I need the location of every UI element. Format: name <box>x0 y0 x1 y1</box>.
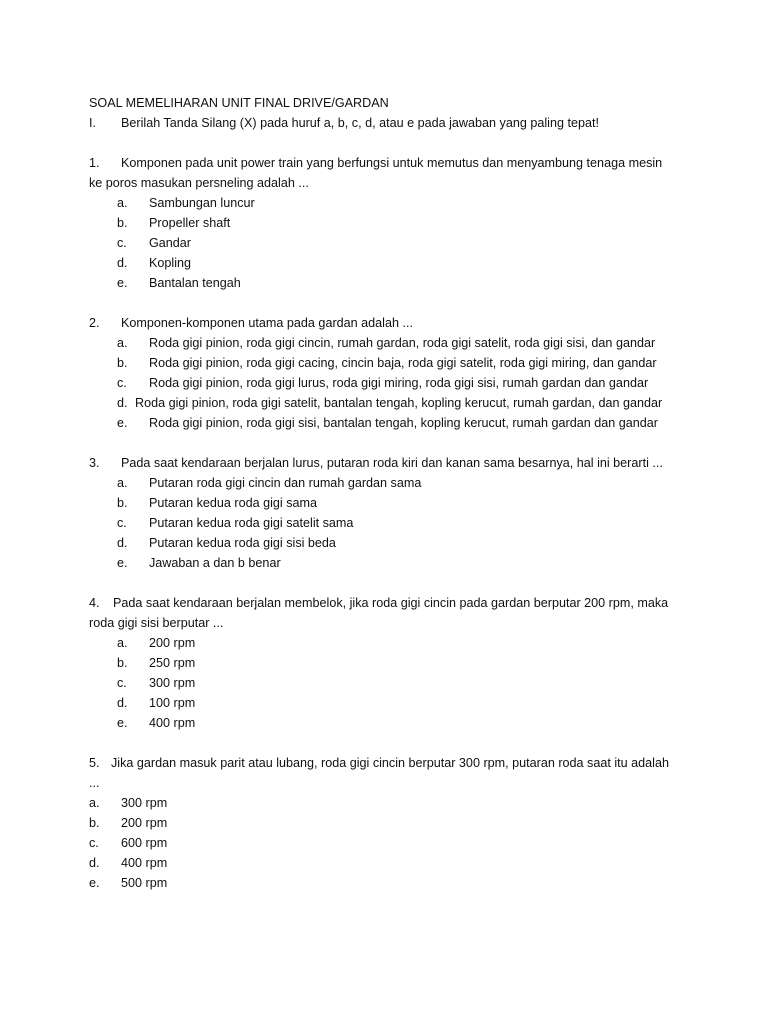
option-text: Putaran kedua roda gigi sisi beda <box>149 536 336 550</box>
option-text: 400 rpm <box>121 856 168 870</box>
option-letter: c. <box>117 376 127 390</box>
question-text: Komponen-komponen utama pada gardan adalah ... <box>121 316 413 330</box>
question-number: 5. <box>89 756 100 770</box>
question-number: 4. <box>89 596 100 610</box>
option-letter: a. <box>117 336 128 350</box>
option-text: Jawaban a dan b benar <box>149 556 281 570</box>
option-b[interactable] <box>89 213 689 233</box>
option-text: 250 rpm <box>149 656 196 670</box>
option-text: Roda gigi pinion, roda gigi cacing, cincin baja, roda gigi satelit, roda gigi miring, dan gandar <box>149 356 657 370</box>
option-letter: e. <box>117 276 128 290</box>
option-text: Roda gigi pinion, roda gigi lurus, roda gigi miring, roda gigi sisi, rumah gardan dan gandar <box>149 376 649 390</box>
option-text: Putaran roda gigi cincin dan rumah gardan sama <box>149 476 422 490</box>
option-text: Roda gigi pinion, roda gigi cincin, rumah gardan, roda gigi satelit, roda gigi sisi, dan gandar <box>149 336 656 350</box>
question-text-continued: roda gigi sisi berputar ... <box>89 616 224 630</box>
question-text-continued: ke poros masukan persneling adalah ... <box>89 176 309 190</box>
option-text: 200 rpm <box>121 816 168 830</box>
option-letter: a. <box>117 636 128 650</box>
option-letter: c. <box>89 836 99 850</box>
option-text: 100 rpm <box>149 696 196 710</box>
option-text: 300 rpm <box>149 676 196 690</box>
option-text: 500 rpm <box>121 876 168 890</box>
option-b[interactable] <box>89 653 689 673</box>
option-e[interactable] <box>89 553 689 573</box>
question-1-stem <box>89 153 689 173</box>
option-text: Roda gigi pinion, roda gigi sisi, bantalan tengah, kopling kerucut, rumah gardan dan gandar <box>149 416 658 430</box>
option-letter: b. <box>117 656 128 670</box>
option-a[interactable] <box>89 793 689 813</box>
option-text: Gandar <box>149 236 192 250</box>
option-c[interactable] <box>89 513 689 533</box>
question-text-continued: ... <box>89 776 100 790</box>
option-letter: e. <box>117 416 128 430</box>
option-letter: a. <box>89 796 100 810</box>
option-letter: b. <box>89 816 100 830</box>
option-c[interactable] <box>89 673 689 693</box>
option-letter: d. <box>117 536 128 550</box>
option-c[interactable] <box>89 373 689 393</box>
option-letter: d. <box>117 696 128 710</box>
question-2 <box>89 313 689 433</box>
question-3-stem <box>89 453 689 473</box>
option-text: Roda gigi pinion, roda gigi satelit, bantalan tengah, kopling kerucut, rumah gardan, dan gandar <box>135 396 663 410</box>
instruction-text: Berilah Tanda Silang (X) pada huruf a, b, c, d, atau e pada jawaban yang paling tepat! <box>121 116 599 130</box>
question-4 <box>89 593 689 733</box>
option-text: 400 rpm <box>149 716 196 730</box>
option-letter: e. <box>117 716 128 730</box>
option-b[interactable] <box>89 813 689 833</box>
document-title: SOAL MEMELIHARAN UNIT FINAL DRIVE/GARDAN <box>89 96 389 110</box>
option-d[interactable] <box>89 393 689 413</box>
option-e[interactable] <box>89 713 689 733</box>
question-number: 1. <box>89 156 100 170</box>
option-letter: c. <box>117 516 127 530</box>
option-letter: e. <box>117 556 128 570</box>
question-2-stem <box>89 313 689 333</box>
document-content <box>89 93 689 893</box>
instruction <box>89 113 689 133</box>
option-letter: b. <box>117 216 128 230</box>
option-text: 600 rpm <box>121 836 168 850</box>
question-number: 3. <box>89 456 100 470</box>
question-4-stem <box>89 593 689 613</box>
option-text: Putaran kedua roda gigi sama <box>149 496 318 510</box>
option-letter: d. <box>117 256 128 270</box>
question-1 <box>89 153 689 293</box>
option-letter: d. <box>117 396 128 410</box>
option-text: Propeller shaft <box>149 216 231 230</box>
option-a[interactable] <box>89 333 689 353</box>
question-3 <box>89 453 689 573</box>
question-text: Jika gardan masuk parit atau lubang, roda gigi cincin berputar 300 rpm, putaran roda saat itu adalah <box>111 756 669 770</box>
option-letter: e. <box>89 876 100 890</box>
option-d[interactable] <box>89 533 689 553</box>
option-b[interactable] <box>89 493 689 513</box>
option-e[interactable] <box>89 273 689 293</box>
question-5-stem <box>89 753 689 773</box>
option-d[interactable] <box>89 693 689 713</box>
question-text: Pada saat kendaraan berjalan lurus, putaran roda kiri dan kanan sama besarnya, hal ini berarti ... <box>121 456 663 470</box>
option-a[interactable] <box>89 193 689 213</box>
option-d[interactable] <box>89 253 689 273</box>
option-a[interactable] <box>89 633 689 653</box>
option-a[interactable] <box>89 473 689 493</box>
option-text: Kopling <box>149 256 192 270</box>
option-letter: a. <box>117 196 128 210</box>
option-letter: c. <box>117 236 127 250</box>
option-e[interactable] <box>89 873 689 893</box>
option-e[interactable] <box>89 413 689 433</box>
option-letter: c. <box>117 676 127 690</box>
option-c[interactable] <box>89 833 689 853</box>
option-text: Putaran kedua roda gigi satelit sama <box>149 516 354 530</box>
option-text: 300 rpm <box>121 796 168 810</box>
option-b[interactable] <box>89 353 689 373</box>
option-c[interactable] <box>89 233 689 253</box>
option-d[interactable] <box>89 853 689 873</box>
option-text: Bantalan tengah <box>149 276 241 290</box>
question-text: Komponen pada unit power train yang berfungsi untuk memutus dan menyambung tenaga mesin <box>121 156 663 170</box>
question-number: 2. <box>89 316 100 330</box>
option-text: Sambungan luncur <box>149 196 255 210</box>
option-letter: b. <box>117 496 128 510</box>
option-text: 200 rpm <box>149 636 196 650</box>
instruction-number: I. <box>89 116 96 130</box>
question-text: Pada saat kendaraan berjalan membelok, jika roda gigi cincin pada gardan berputar 200 rpm, maka <box>113 596 669 610</box>
question-5 <box>89 753 689 893</box>
option-letter: d. <box>89 856 100 870</box>
option-letter: b. <box>117 356 128 370</box>
option-letter: a. <box>117 476 128 490</box>
